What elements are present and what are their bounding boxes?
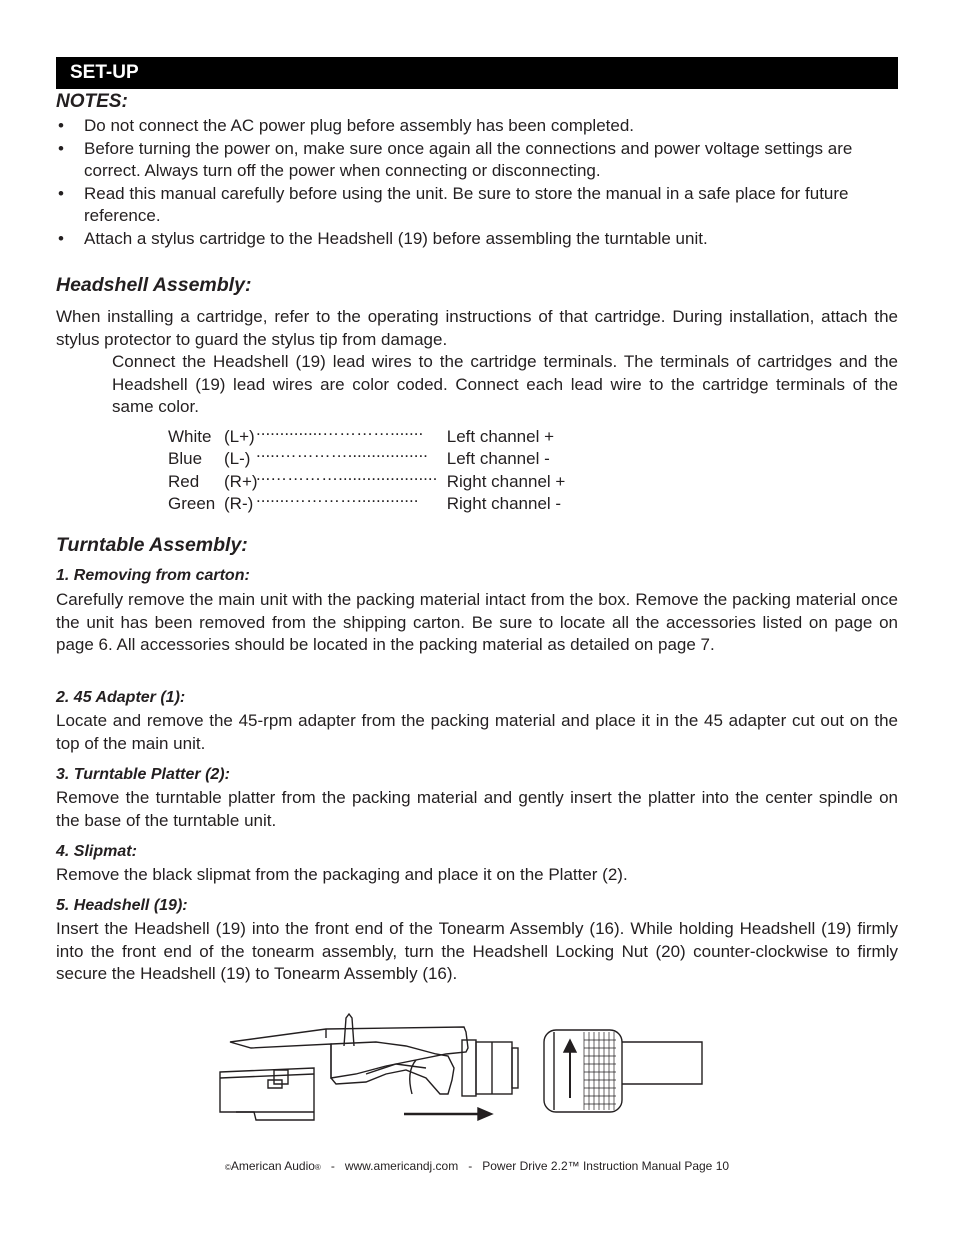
wire-code: (R-) [224,493,254,513]
wire-leader: ..............…………....... [256,420,424,439]
page-footer [0,1159,954,1173]
step-title: 2. 45 Adapter (1): [56,689,186,706]
step-text: Insert the Headshell (19) into the front end of the Tonearm Assembly (16). While holding Headshell (19) firmly into the front end of the tonearm assembly, turn the Headshell Locking Nut (20) counter-clockwise to firmly secure the Headshell (19) to Tonearm Assembly (16). [56,919,898,983]
wire-channel: Left channel + [446,426,555,446]
wire-code: (R+) [224,471,258,491]
rotate-arrow-icon [564,1040,576,1052]
wire-leader: .....…………................. [256,442,428,461]
wire-channel: Right channel + [446,471,566,491]
wire-color: Blue [168,448,203,468]
insert-arrow-icon [478,1108,492,1120]
footer-separator: - [330,1159,335,1173]
step-title: 5. Headshell (19): [56,897,188,914]
connector-sleeve [476,1042,512,1094]
notes-item: • Read this manual carefully before using the unit. Be sure to store the manual in a safe place for future reference. [56,183,898,228]
wire-color: White [168,426,212,446]
headshell-paragraph-1: When installing a cartridge, refer to the operating instructions of that cartridge. During installation, attach the stylus protector to guard the stylus tip from damage. [56,307,898,349]
step-text: Locate and remove the 45-rpm adapter from the packing material and place it in the 45 adapter cut out on the top of the main unit. [56,711,898,753]
tonearm-tube [622,1042,702,1084]
wire-leader: .......…………............. [256,487,419,506]
screw-icon [274,1070,288,1084]
footer-url: www.americandj.com [344,1159,459,1173]
locking-nut [544,1030,622,1112]
section-title-bar [56,57,898,89]
headshell-heading: Headshell Assembly: [56,274,252,296]
notes-heading: NOTES: [56,91,128,112]
wire-row-green [168,486,561,515]
finger-lift-icon [344,1014,354,1046]
step-title: 4. Slipmat: [56,843,137,860]
footer-manual-title: Power Drive 2.2™ Instruction Manual Page 10 [482,1159,730,1173]
wire-color: Red [168,471,200,491]
notes-list [56,115,898,250]
headshell-paragraph-2: Connect the Headshell (19) lead wires to the cartridge terminals. The terminals of cartridges and the Headshell (19) lead wires are color coded. Connect each lead wire to the cartridge terminals of the same color. [112,352,898,416]
notes-item: • Before turning the power on, make sure once again all the connections and power voltage settings are correct. Always turn off the power when connecting or disconnecting. [56,138,898,183]
cartridge-line [220,1074,314,1078]
connector-ring [462,1040,476,1096]
step-text: Remove the turntable platter from the packing material and gently insert the platter into the center spindle on the base of the turntable unit. [56,788,898,830]
registered-symbol: ® [314,1163,321,1172]
connector-pin [512,1048,518,1088]
step-text: Remove the black slipmat from the packaging and place it on the Platter (2). [56,865,628,884]
lead-wire [410,1060,416,1094]
wire-channel: Left channel - [446,448,550,468]
tonearm-shell [331,1042,454,1094]
notes-item: • Attach a stylus cartridge to the Headshell (19) before assembling the turntable unit. [56,228,898,251]
knurl-pattern [584,1032,616,1110]
section-title: SET-UP [70,62,139,83]
footer-separator: - [468,1159,473,1173]
step-text: Carefully remove the main unit with the packing material intact from the box. Remove the packing material once the unit has been removed from the shipping carton. Be sure to locate all the accessories listed on page on page 6. All accessories should be located in the packing material as detailed on page 7. [56,590,898,654]
wire-code: (L+) [224,426,255,446]
step-title: 3. Turntable Platter (2): [56,766,230,783]
headshell-assembly-illustration [216,1008,706,1126]
step-title: 1. Removing from carton: [56,567,250,584]
wire-channel: Right channel - [446,493,562,513]
turntable-heading: Turntable Assembly: [56,534,248,556]
copyright-symbol: © [224,1163,231,1172]
wire-code: (L-) [224,448,251,468]
notes-item: • Do not connect the AC power plug before assembly has been completed. [56,115,898,138]
wire-leader: ...…………..................... [256,465,438,484]
wire-color: Green [168,493,216,513]
footer-brand: American Audio [230,1159,315,1173]
